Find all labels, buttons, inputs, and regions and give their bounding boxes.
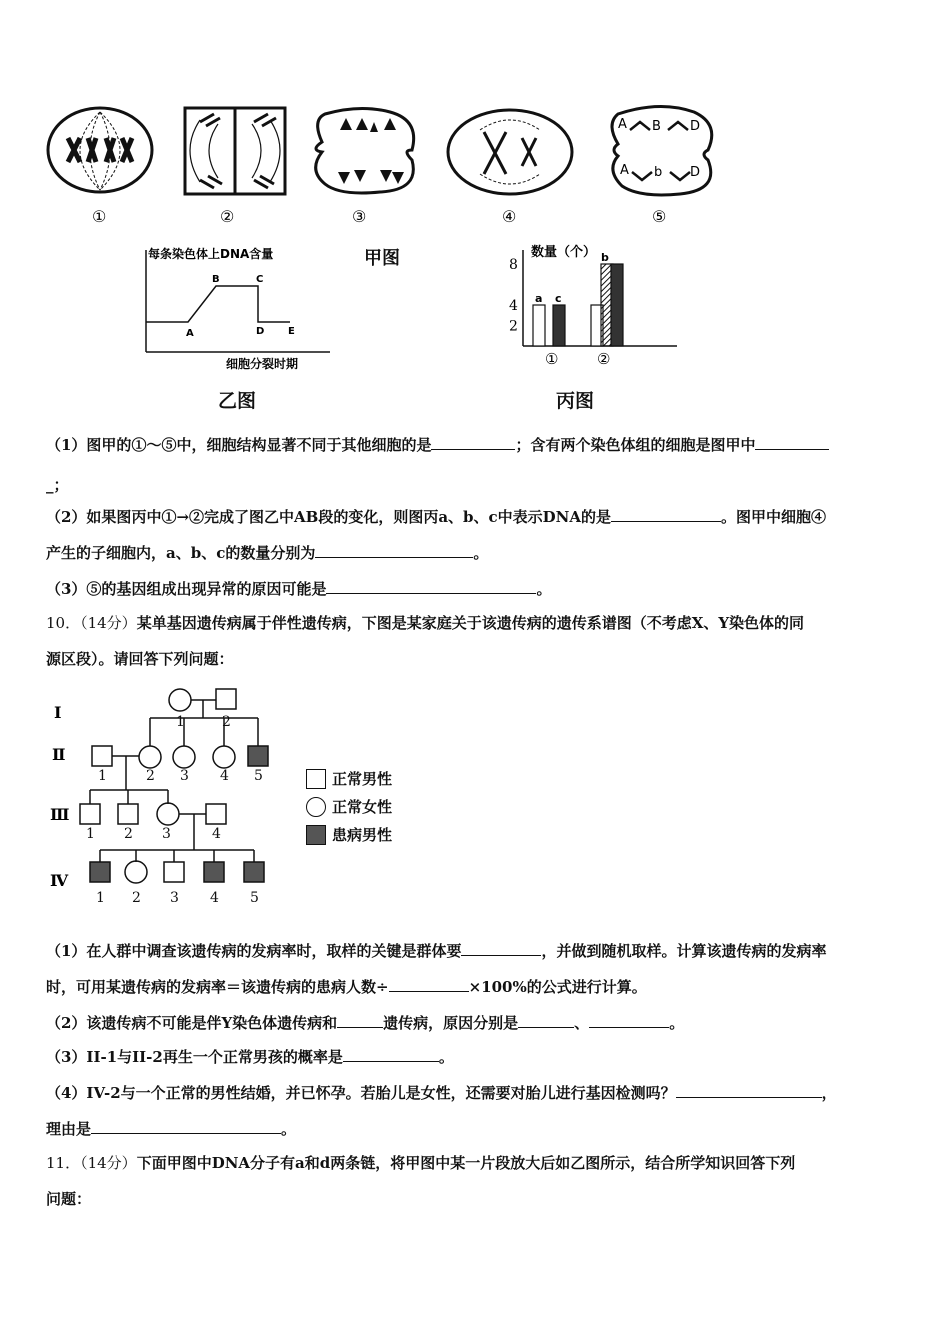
q9-p3a: （3）⑤的基因组成出现异常的原因可能是	[46, 580, 327, 598]
q9-p1b: ；含有两个染色体组的细胞是图甲中	[515, 436, 756, 454]
bing-group-2: ②	[597, 350, 611, 368]
q10-blank-6[interactable]	[343, 1046, 439, 1062]
q10-p3b: 。	[438, 1048, 454, 1066]
q10-number: 10．（14分）	[46, 614, 137, 632]
q11-stem-line2: 问题：	[46, 1190, 92, 1208]
q9-blank-3[interactable]	[611, 506, 721, 522]
q10-blank-2[interactable]	[389, 976, 469, 992]
q10-blank-1[interactable]	[461, 940, 541, 956]
legend-label-1: 正常男性	[332, 770, 393, 788]
q10-p1d: ×100%的公式进行计算。	[468, 978, 647, 996]
q10-p4b: ，	[821, 1084, 837, 1102]
gene-a2: A	[620, 163, 629, 178]
bing-bar-label-b: b	[601, 251, 609, 264]
q10-part2	[46, 1012, 904, 1034]
q9-p1a: （1）图甲的①～⑤中，细胞结构显著不同于其他细胞的是	[46, 436, 432, 454]
svg-text:2: 2	[146, 768, 155, 784]
svg-text:3: 3	[180, 768, 189, 784]
bing-ytick-2: 2	[509, 318, 518, 335]
filled-square-icon	[306, 825, 326, 845]
q10-p3a: （3）II-1与II-2再生一个正常男孩的概率是	[46, 1048, 343, 1066]
svg-text:4: 4	[210, 890, 219, 906]
q9-p2d: 。	[473, 544, 489, 562]
cell-label-4: ④	[502, 207, 517, 226]
q10-part3	[46, 1046, 904, 1068]
cell-2	[185, 108, 285, 194]
yi-point-b: B	[212, 274, 220, 285]
cell-3	[316, 108, 414, 193]
svg-text:2: 2	[132, 890, 141, 906]
bing-bar-a-group-1	[533, 305, 545, 346]
gen-label-4: Ⅳ	[50, 871, 69, 890]
cell-label-3: ③	[352, 207, 367, 226]
q10-part4	[46, 1082, 904, 1104]
q9-p2a: （2）如果图丙中①→②完成了图乙中AB段的变化，则图丙a、b、c中表示DNA的是	[46, 508, 612, 526]
yi-xlabel: 细胞分裂时期	[226, 357, 299, 371]
q9-p3b: 。	[536, 580, 552, 598]
q10-p4a: （4）IV-2与一个正常的男性结婚，并已怀孕。若胎儿是女性，还需要对胎儿进行基因检测吗？	[46, 1084, 676, 1102]
figure-jia-caption: 甲图	[364, 248, 400, 269]
q10-p1c: 时，可用某遗传病的发病率＝该遗传病的患病人数÷	[46, 978, 389, 996]
figure-jia-cells	[40, 100, 730, 230]
bing-ylabel: 数量（个）	[531, 245, 597, 260]
q9-blank-1[interactable]	[431, 434, 515, 450]
yi-point-e: E	[288, 326, 295, 337]
q10-p1a: （1）在人群中调查该遗传病的发病率时，取样的关键是群体要	[46, 942, 462, 960]
figure-bing-caption: 丙图	[556, 390, 595, 412]
q10-p2c: 、	[574, 1014, 590, 1032]
figure-bing-chart	[505, 240, 685, 370]
q10-p4c: 理由是	[46, 1120, 92, 1138]
yi-point-a: A	[186, 328, 194, 339]
yi-point-d: D	[256, 326, 265, 337]
svg-text:1: 1	[86, 826, 95, 842]
circle-icon	[306, 797, 326, 817]
cell-label-5: ⑤	[652, 207, 667, 226]
q10-line1: 某单基因遗传病属于伴性遗传病，下图是某家庭关于该遗传病的遗传系谱图（不考虑X、Y染色体的同	[136, 614, 805, 632]
q10-stem-line1	[46, 612, 904, 634]
svg-text:3: 3	[170, 890, 179, 906]
legend-normal-male	[306, 768, 392, 789]
bing-ytick-8: 8	[509, 257, 518, 273]
yi-ylabel: 每条染色体上DNA含量	[148, 247, 274, 261]
svg-text:4: 4	[212, 826, 221, 842]
cell-label-1: ①	[92, 207, 107, 226]
cell-4	[448, 110, 572, 194]
gene-b2: b	[654, 165, 663, 180]
gen-label-3: Ⅲ	[50, 805, 70, 824]
gene-a1: A	[618, 117, 627, 132]
q11-line1: 下面甲图中DNA分子有a和d两条链，将甲图中某一片段放大后如乙图所示，结合所学知识回答下列	[136, 1154, 796, 1172]
q9-part2-cont	[46, 542, 904, 564]
figure-yi-caption: 乙图	[218, 390, 257, 412]
svg-text:5: 5	[250, 890, 259, 906]
legend-normal-female	[306, 796, 392, 817]
legend-label-3: 患病男性	[332, 826, 393, 844]
yi-point-c: C	[256, 274, 264, 285]
q11-stem-line1	[46, 1152, 904, 1174]
bing-bar-label-c: c	[555, 292, 562, 305]
q9-part2	[46, 506, 904, 528]
q10-p2b: 遗传病，原因分别是	[383, 1014, 519, 1032]
bing-bar-c-group-2	[611, 264, 623, 346]
gene-d2: D	[690, 165, 701, 180]
cell-label-2: ②	[220, 207, 235, 226]
svg-text:4: 4	[220, 768, 229, 784]
pedigree-chart	[44, 680, 404, 910]
q10-p1b: ，并做到随机取样。计算该遗传病的发病率	[541, 942, 827, 960]
q10-stem-line2: 源区段）。请回答下列问题：	[46, 650, 234, 668]
q10-part1-cont	[46, 976, 904, 998]
q10-blank-4[interactable]	[518, 1012, 574, 1028]
legend-affected-male	[306, 824, 392, 845]
q11-number: 11．（14分）	[46, 1154, 137, 1172]
svg-text:1: 1	[176, 714, 185, 730]
cell-1	[48, 108, 152, 192]
svg-text:2: 2	[124, 826, 133, 842]
q9-part3	[46, 578, 904, 600]
q10-part1	[46, 940, 904, 962]
square-icon	[306, 769, 326, 789]
bing-ytick-4: 4	[509, 298, 518, 314]
q9-blank-5[interactable]	[326, 578, 536, 594]
q10-p4d: 。	[281, 1120, 297, 1138]
gene-d1: D	[690, 119, 701, 134]
bing-bar-label-a: a	[535, 292, 543, 305]
gen-label-2: Ⅱ	[52, 745, 66, 764]
q10-p2d: 。	[669, 1014, 685, 1032]
q10-part4-cont	[46, 1118, 904, 1140]
bing-bar-c-group-1	[553, 305, 565, 346]
q10-blank-5[interactable]	[589, 1012, 669, 1028]
gene-b1: B	[652, 119, 661, 134]
q10-p2a: （2）该遗传病不可能是伴Y染色体遗传病和	[46, 1014, 338, 1032]
svg-text:1: 1	[98, 768, 107, 784]
q10-blank-3[interactable]	[337, 1012, 383, 1028]
q9-p2b: 。图甲中细胞④	[721, 508, 827, 526]
figure-yi-graph	[130, 240, 340, 380]
q9-part1-cont: _；	[46, 476, 69, 494]
q10-blank-7[interactable]	[676, 1082, 822, 1098]
legend-label-2: 正常女性	[332, 798, 393, 816]
svg-text:5: 5	[254, 768, 263, 784]
q9-blank-2[interactable]	[755, 434, 829, 450]
svg-text:2: 2	[222, 714, 231, 730]
svg-text:1: 1	[96, 890, 105, 906]
q9-part1	[46, 434, 904, 456]
q9-blank-4[interactable]	[315, 542, 473, 558]
svg-text:3: 3	[162, 826, 171, 842]
q10-blank-8[interactable]	[91, 1118, 281, 1134]
cell-5	[612, 106, 712, 195]
q9-p2c: 产生的子细胞内，a、b、c的数量分别为	[46, 544, 316, 562]
gen-label-1: Ⅰ	[54, 703, 62, 722]
bing-group-1: ①	[545, 350, 559, 368]
